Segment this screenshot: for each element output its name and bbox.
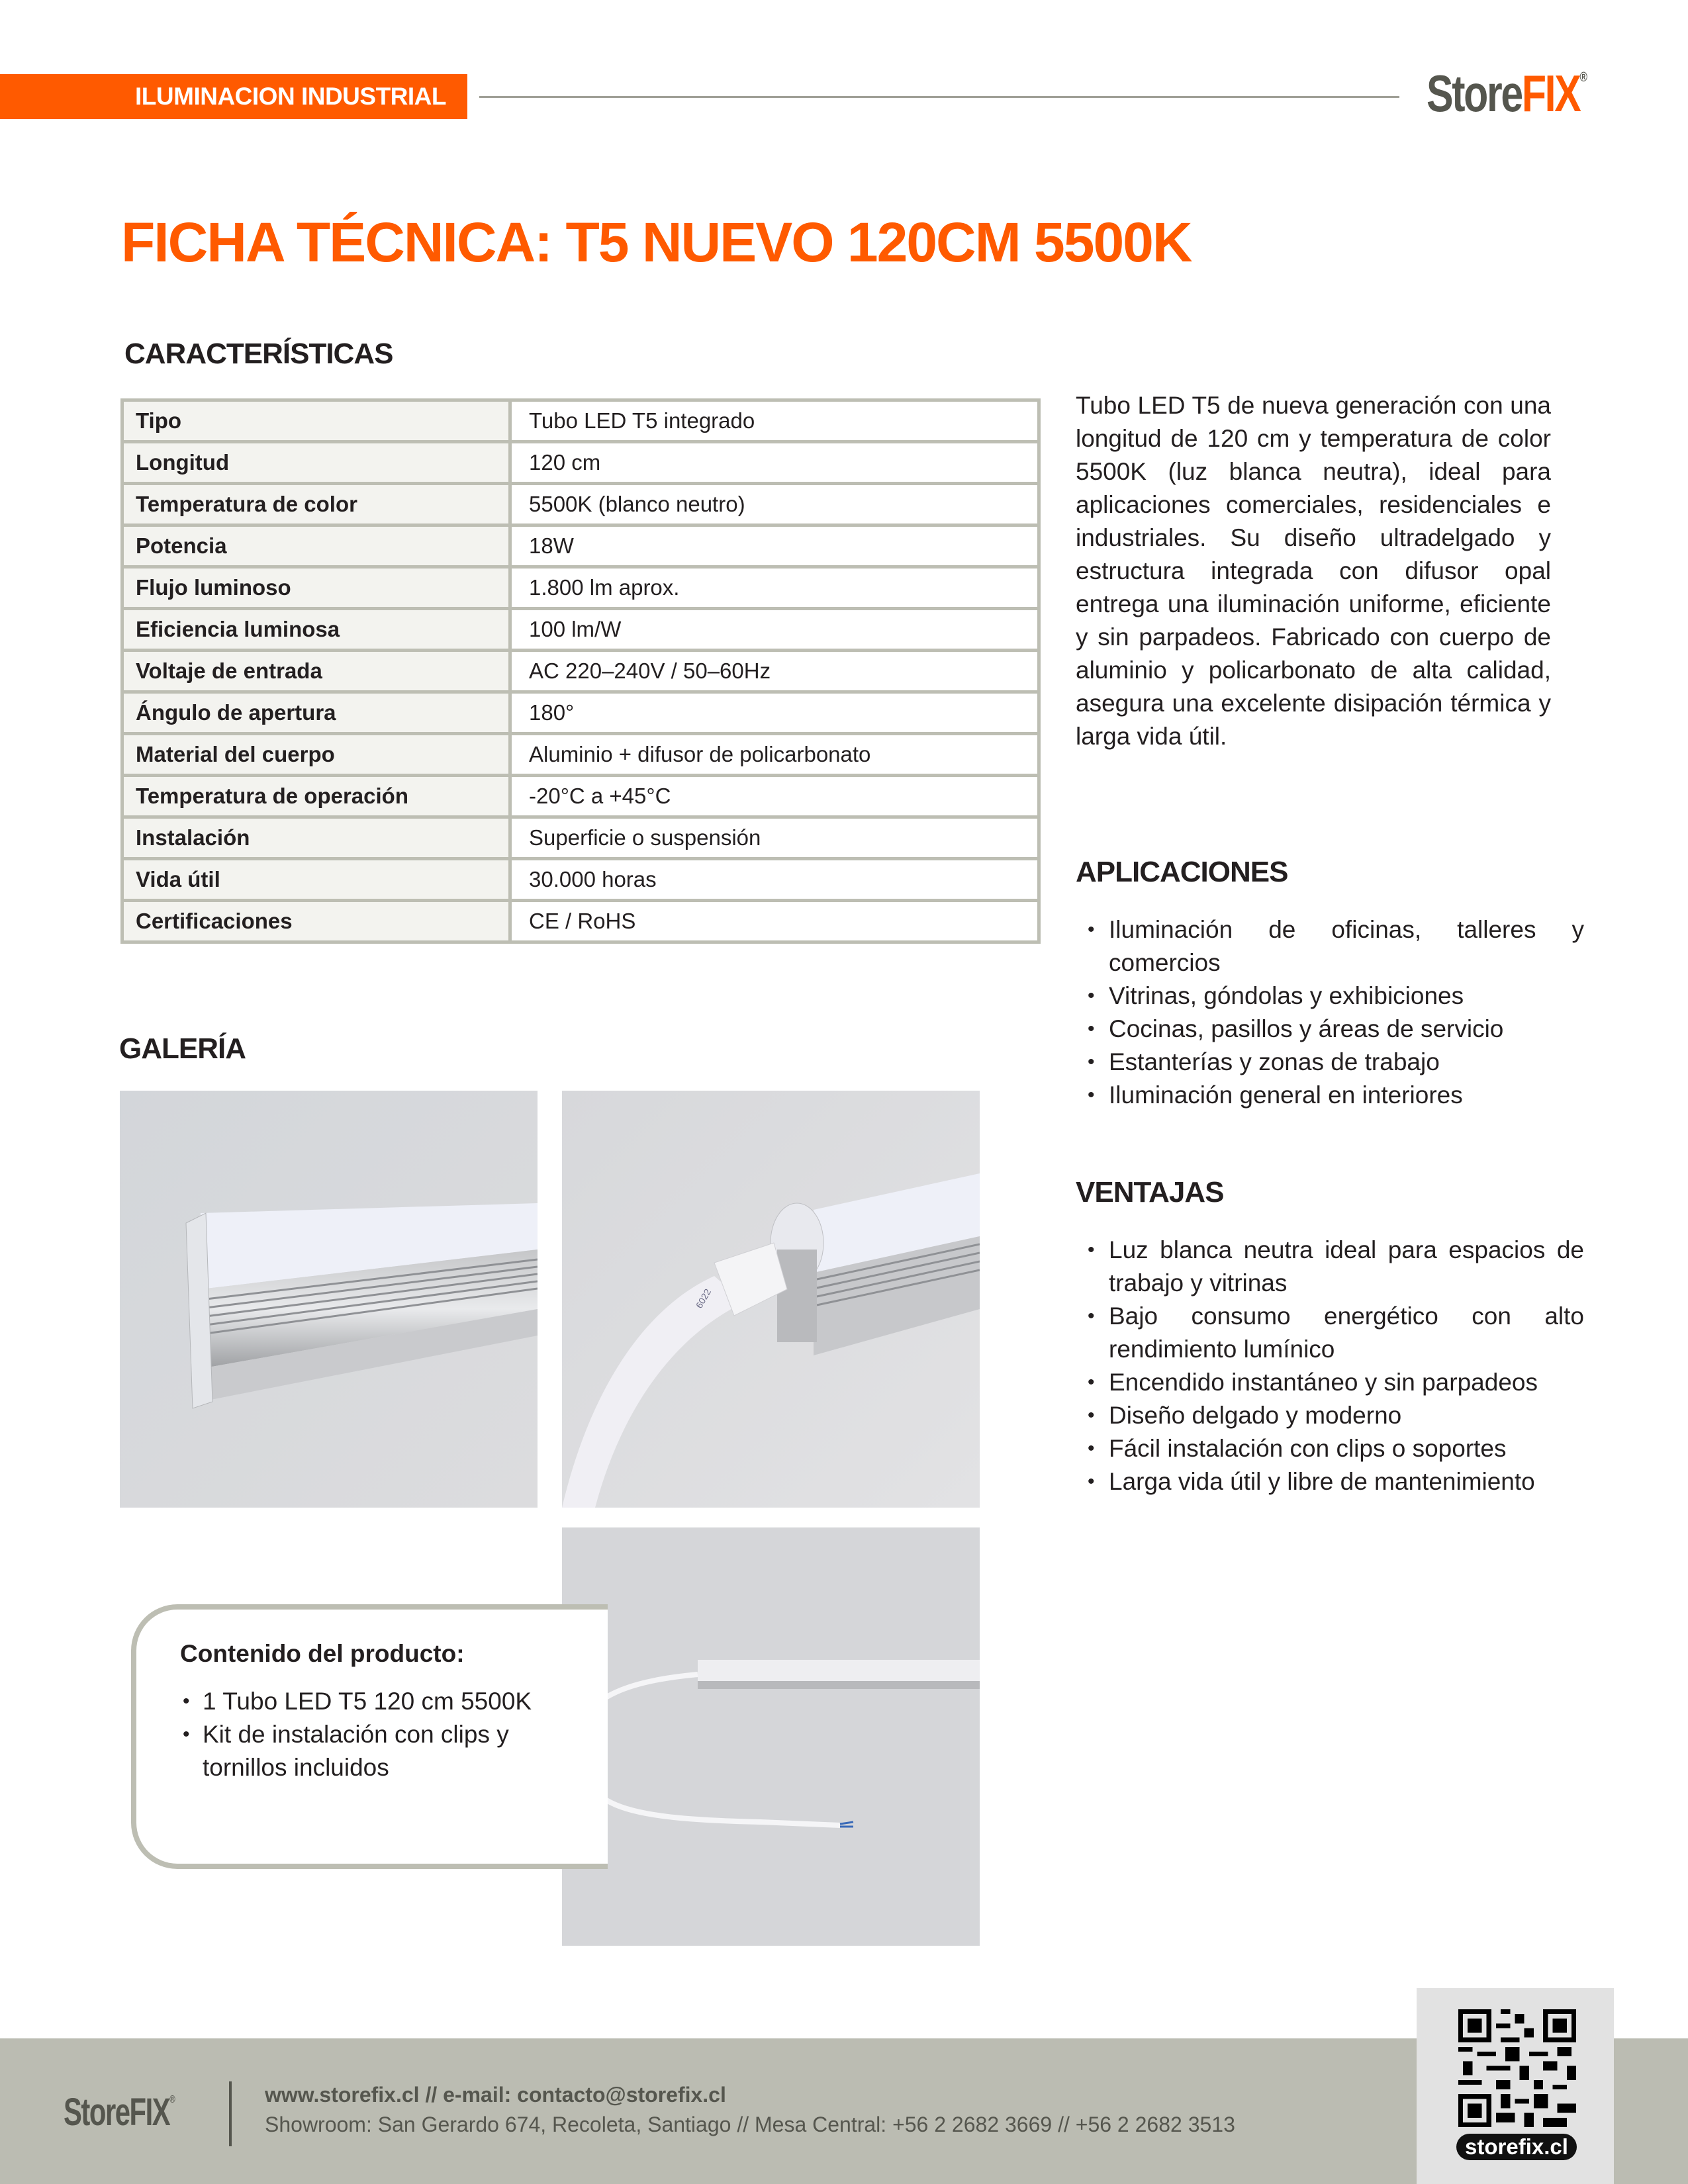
list-item: • Fácil instalación con clips o soportes [1109, 1432, 1584, 1465]
spec-key: Temperatura de operación [122, 776, 510, 817]
list-item: • Bajo consumo energético con alto rendimiento lumínico [1109, 1300, 1584, 1366]
led-tube-cable-image [562, 1527, 980, 1946]
product-contents-list [173, 1685, 547, 1784]
header-divider [479, 96, 1399, 98]
spec-value: 5500K (blanco neutro) [510, 484, 1039, 525]
product-description: Tubo LED T5 de nueva generación con una longitud de 120 cm y temperatura de color 5500K (luz blanca neutra), ideal para aplicaciones comerciales, residenciales e industriales. Su diseño ultradelgado y estructura integrada con difusor opal entrega una iluminación uniforme, eficiente y sin parpadeos. Fabricado con cuerpo de aluminio y policarbonato de alta calidad, asegura una excelente disipación térmica y larga vida útil. [1076, 392, 1551, 750]
list-item: • Iluminación general en interiores [1109, 1079, 1584, 1112]
list-item: • 1 Tubo LED T5 120 cm 5500K [203, 1685, 547, 1718]
cable-print-text: 6022 [693, 1287, 714, 1310]
spec-key: Instalación [122, 817, 510, 859]
list-item: • Iluminación de oficinas, talleres y comercios [1109, 913, 1584, 979]
table-row [122, 651, 1039, 692]
led-tube-connector-image [562, 1091, 980, 1508]
table-row [122, 567, 1039, 609]
spec-value: 1.800 lm aprox. [510, 567, 1039, 609]
spec-value: Superficie o suspensión [510, 817, 1039, 859]
applications-list [1076, 913, 1584, 1112]
led-tube-end-image [120, 1091, 538, 1508]
spec-key: Potencia [122, 525, 510, 567]
spec-value: Tubo LED T5 integrado [510, 400, 1039, 442]
footer-brand-logo [64, 2090, 175, 2134]
advantages-heading: VENTAJAS [1076, 1176, 1224, 1208]
footer-address-line: Showroom: San Gerardo 674, Recoleta, Santiago // Mesa Central: +56 2 2682 3669 // +56 2 2682 3513 [265, 2113, 1235, 2136]
spec-key: Temperatura de color [122, 484, 510, 525]
spec-key: Certificaciones [122, 901, 510, 942]
applications-heading: APLICACIONES [1076, 856, 1288, 888]
spec-key: Material del cuerpo [122, 734, 510, 776]
list-item: • Estanterías y zonas de trabajo [1109, 1046, 1584, 1079]
brand-logo-store: Store [1427, 64, 1522, 122]
footer-brand-store: Store [64, 2091, 130, 2134]
product-contents-heading: Contenido del producto: [180, 1640, 465, 1667]
registered-mark-icon: ® [169, 2094, 175, 2105]
list-item: • Luz blanca neutra ideal para espacios de trabajo y vitrinas [1109, 1234, 1584, 1300]
spec-value: 100 lm/W [510, 609, 1039, 651]
table-row [122, 859, 1039, 901]
spec-value: 30.000 horas [510, 859, 1039, 901]
table-row [122, 484, 1039, 525]
spec-value: AC 220–240V / 50–60Hz [510, 651, 1039, 692]
page-title: FICHA TÉCNICA: T5 NUEVO 120CM 5500K [121, 211, 1192, 273]
registered-mark-icon: ® [1579, 70, 1587, 85]
table-row [122, 817, 1039, 859]
list-item: • Vitrinas, góndolas y exhibiciones [1109, 979, 1584, 1013]
spec-value: Aluminio + difusor de policarbonato [510, 734, 1039, 776]
spec-value: 120 cm [510, 442, 1039, 484]
gallery-photo-connector[interactable] [562, 1091, 980, 1508]
brand-logo-fix: FIX [1521, 64, 1580, 122]
footer-contact-line[interactable]: www.storefix.cl // e-mail: contacto@storefix.cl [265, 2083, 726, 2107]
brand-logo [1427, 64, 1587, 124]
spec-key: Ángulo de apertura [122, 692, 510, 734]
qr-code-icon[interactable] [1458, 2009, 1577, 2127]
spec-value: -20°C a +45°C [510, 776, 1039, 817]
qr-url-badge[interactable]: storefix.cl [1456, 2134, 1577, 2160]
list-item: • Kit de instalación con clips y tornillos incluidos [203, 1718, 547, 1784]
spec-key: Tipo [122, 400, 510, 442]
spec-value: 18W [510, 525, 1039, 567]
list-item: • Cocinas, pasillos y áreas de servicio [1109, 1013, 1584, 1046]
category-banner: ILUMINACION INDUSTRIAL [0, 74, 467, 119]
gallery-heading: GALERÍA [119, 1032, 246, 1065]
table-row [122, 692, 1039, 734]
spec-value: CE / RoHS [510, 901, 1039, 942]
spec-key: Flujo luminoso [122, 567, 510, 609]
spec-table [120, 398, 1041, 944]
footer-brand-fix: FIX [129, 2091, 170, 2134]
table-row [122, 734, 1039, 776]
spec-key: Voltaje de entrada [122, 651, 510, 692]
advantages-list [1076, 1234, 1584, 1498]
list-item: • Larga vida útil y libre de mantenimiento [1109, 1465, 1584, 1498]
table-row [122, 901, 1039, 942]
spec-key: Vida útil [122, 859, 510, 901]
spec-key: Eficiencia luminosa [122, 609, 510, 651]
gallery-photo-tube-end[interactable] [120, 1091, 538, 1508]
characteristics-heading: CARACTERÍSTICAS [124, 338, 393, 370]
spec-key: Longitud [122, 442, 510, 484]
table-row [122, 609, 1039, 651]
list-item: • Encendido instantáneo y sin parpadeos [1109, 1366, 1584, 1399]
table-row [122, 776, 1039, 817]
table-row [122, 442, 1039, 484]
table-row [122, 400, 1039, 442]
gallery-photo-cable[interactable] [562, 1527, 980, 1946]
list-item: • Diseño delgado y moderno [1109, 1399, 1584, 1432]
table-row [122, 525, 1039, 567]
footer-divider [229, 2081, 232, 2146]
spec-value: 180° [510, 692, 1039, 734]
